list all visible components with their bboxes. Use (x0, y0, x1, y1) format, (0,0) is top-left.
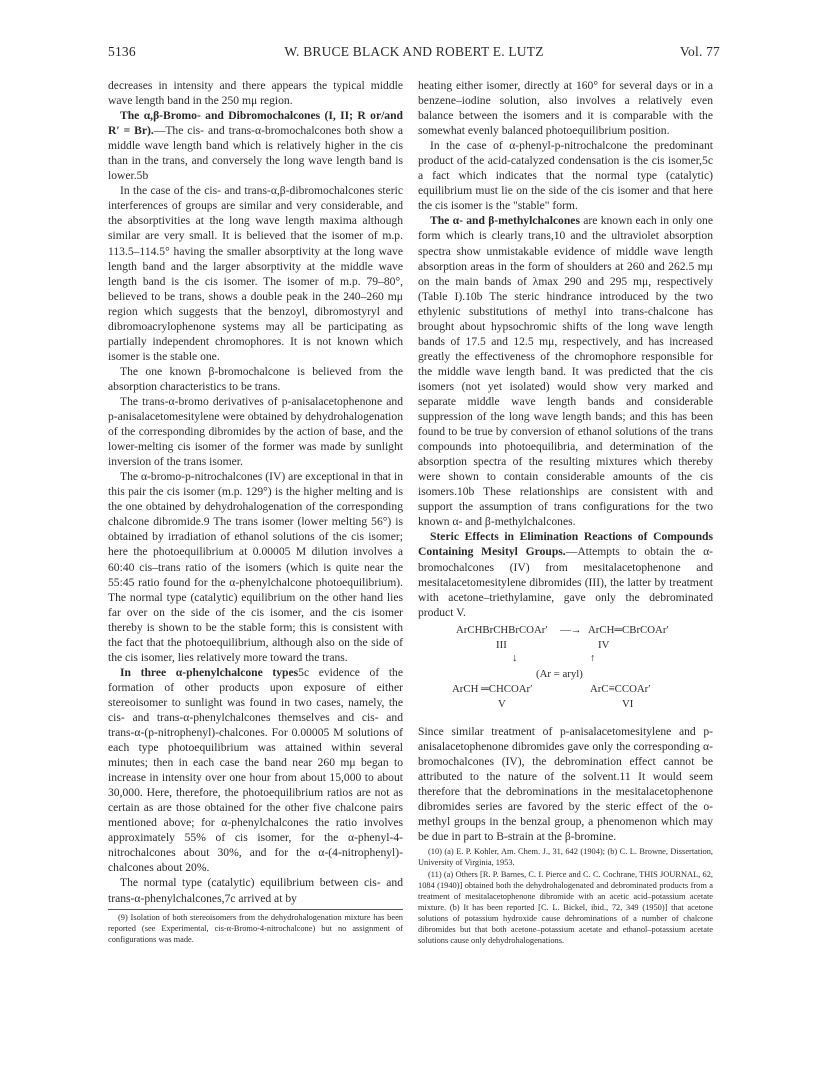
footnote: (10) (a) E. P. Kohler, Am. Chem. J., 31, 642 (1904); (b) C. L. Browne, Dissertation, University of Virginia, 1953. (418, 847, 713, 868)
paragraph: The one known β-bromochalcone is believed from the absorption characteristics to be trans. (108, 364, 403, 393)
label-v: V (498, 697, 506, 710)
section-paragraph (418, 529, 713, 619)
label-vi: VI (622, 697, 634, 710)
reaction-scheme (418, 623, 713, 739)
up-arrow-icon: ↑ (590, 651, 596, 664)
paragraph-text: are known each in only one form which is clearly trans,10 and the ultraviolet absorption spectra show unmistakable evidence of middle wave length absorption areas in the form of shoulders at 260 and 262.5 mμ on the main bands of λmax 290 and 295 mμ, respectively (Table I).10b The steric hindrance introduced by the two ethylenic substitutions of methyl into trans-chalcone has brought about hypsochromic shifts of the long wave length bands of 17.5 and 12.5 mμ, respectively, and has increased greatly the effectiveness of the chromophore responsible for the middle wave length band. It was predicted that the cis isomers (not yet isolated) would show very marked and separate middle wave length bands and considerable suppression of the long wave length bands; and this has been found to be true by conversion of ethanol solutions of the trans compounds into photoequilibria, and determination of the absorption spectra of the resulting mixtures which thereby were shown to contain considerable amounts of the cis isomers.10b These relationships are consistent with and support the assumption of trans configurations for the two known α- and β-methylchalcones. (418, 214, 713, 529)
paragraph: The α-bromo-p-nitrochalcones (IV) are exceptional in that in this pair the cis isomer (m.p. 129°) is the higher melting and is the one obtained by dehydrohalogenation of the corresponding chalcone dibromide.9 The trans isomer (lower melting 56°) is obtained by irradiation of ethanol solutions of the cis isomer; here the photoequilibrium at 0.00005 M dilution involves a 60:40 cis–trans ratio of the isomers (which is quite near the 55:45 ratio found for the α-phenylchalcone photoequilibrium). The normal type (catalytic) equilibrium on the other hand lies far over on the side of the cis isomer, and the cis isomer thereby is shown to be the stable form; this is consistent with the fact that the photoequilibrium, although also on the side of the cis isomer, lies relatively more toward the trans. (108, 470, 403, 664)
footnote: (9) Isolation of both stereoisomers from the dehydrohalogenation mixture has been reported (see Experimental, cis-α-Bromo-4-nitrochalcone) but no assignment of configurations was made. (108, 912, 403, 944)
scheme-reactant: ArCHBrCHBrCOAr′ (456, 623, 548, 636)
label-iv: IV (598, 638, 610, 651)
scheme-arrow-right: —→ (560, 623, 582, 636)
paragraph: heating either isomer, directly at 160° for several days or in a benzene–iodine solution, also involves a relatively even balance between the isomers and it is comparable with the somewhat evenly balanced photoequilibrium position. (418, 79, 713, 138)
section-heading: The α,β-Bromo- and Dibromochalcones (I, II; R or/and R′ = Br). (108, 109, 403, 138)
paragraph: The normal type (catalytic) equilibrium between cis- and trans-α-phenylchalcones,7c arrived at by (108, 876, 403, 905)
aryl-definition: (Ar = aryl) (536, 667, 583, 680)
scheme-product-v: ArCH ═CHCOAr′ (452, 682, 533, 695)
footnote: (11) (a) Others [R. P. Barnes, C. I. Pierce and C. C. Cochrane, THIS JOURNAL, 62, 1084 (1940)] obtained both the dehydrohalogenated and debrominated products from a treatment of mesitalacetophenone dibromide with an acetic acid–potassium acetate mixture. (b) It has been reported [C. L. Bickel, ibid., 72, 349 (1950)] that acetone solutions of potassium hydroxide cause dehrominations of a number of chalcone dibromides but that both acetone–potassium acetate and ethanol–potassium acetate solutions cause only dehydrohalogenations. (418, 870, 713, 946)
volume-label: Vol. 77 (679, 44, 720, 59)
footnote-divider (108, 909, 403, 910)
paragraph-text: —Attempts to obtain the α-bromochalcones (IV) from mesitalacetophenone and mesitalacetomesitylene dibromides (III), the latter by treatment with acetone–triethylamine, gave only the debrominated product V. (418, 545, 713, 619)
scheme-product-vi: ArC≡CCOAr′ (590, 682, 651, 695)
label-iii: III (496, 638, 507, 651)
paragraph-text: —The cis- and trans-α-bromochalcones both show a middle wave length band which is relatively higher in the cis than in the trans, and conversely the long wave length band is lower.5b (108, 124, 403, 183)
section-paragraph (108, 108, 403, 183)
paragraph: The trans-α-bromo derivatives of p-anisalacetophenone and p-anisalacetomesitylene were obtained by dehydrohalogenation of the corresponding dibromides by the action of base, and the lower-melting cis isomer of the former was made by sunlight inversion of the trans isomer. (108, 394, 403, 469)
right-column (418, 78, 713, 946)
section-paragraph (418, 213, 713, 529)
scheme-product-iv: ArCH═CBrCOAr′ (588, 623, 669, 636)
paragraph-text: 5c evidence of the formation of other products upon exposure of either stereoisomer to sunlight was found in two cases, namely, the cis- and trans-α-phenylchalcones themselves and cis- and trans-α-(p-nitrophenyl)-chalcones. For 0.00005 M solutions of each type photoequilibrium was attained within several minutes; then in each case the band near 260 mμ began to increase in intensity over one hour from about 15,000 to about 30,000. Here, therefore, the photoequilibrium ratios are not as certain as are those obtained for the other five chalcone pairs mentioned above; for α-phenylchalcones the ratio involves approximately 55% of cis isomer, for the α-phenyl-4-nitrochalcones about 30%, and for the α-(4-nitrophenyl)-chalcones about 20%. (108, 665, 403, 875)
paragraph: In the case of α-phenyl-p-nitrochalcone the predominant product of the acid-catalyzed condensation is the cis isomer,5c a fact which indicates that the normal type (catalytic) equilibrium must lie on the side of the cis isomer and that here the cis isomer is the "stable" form. (418, 139, 713, 213)
paragraph: decreases in intensity and there appears the typical middle wave length band in the 250 mμ region. (108, 79, 403, 108)
section-paragraph (108, 665, 403, 876)
left-column (108, 78, 403, 945)
page-number: 5136 (108, 44, 136, 59)
section-heading: In three α-phenylchalcone types (120, 665, 299, 679)
running-title: W. BRUCE BLACK AND ROBERT E. LUTZ (284, 44, 544, 59)
down-arrow-icon: ↓ (512, 651, 518, 664)
paragraph: In the case of the cis- and trans-α,β-dibromochalcones steric interferences of groups are similar and very considerable, and the absorptivities at the long wave length maxima although similar are very small. It is believed that the isomer of m.p. 113.5–114.5° having the smaller absorptivity at the long wave length band and the larger absorptivity at the middle wave length band is the cis isomer. The isomer of m.p. 79–80°, believed to be trans, shows a double peak in the 240–260 mμ region which suggests that the benzoyl, dibromostyryl and dibromoacrylophenone systems may all be participating as partially independent chromophores. It is not known which isomer is the stable one. (108, 184, 403, 363)
page-header (108, 44, 720, 64)
paragraph: Since similar treatment of p-anisalacetomesitylene and p-anisalacetophenone dibromides gave only the corresponding α-bromochalcones (IV), the debromination effect cannot be attributed to the nature of the solvent.11 It would seem therefore that the debrominations in the mesitalacetophenone dibromides series are favored by the steric effect of the o-methyl groups in the benzal group, a phenomenon which may be due in part to B-strain at the β-bromine. (418, 724, 713, 844)
section-heading: Steric Effects in Elimination Reactions of Compounds Containing Mesityl Groups. (418, 530, 713, 559)
section-heading: The α- and β-methylchalcones (430, 214, 580, 228)
